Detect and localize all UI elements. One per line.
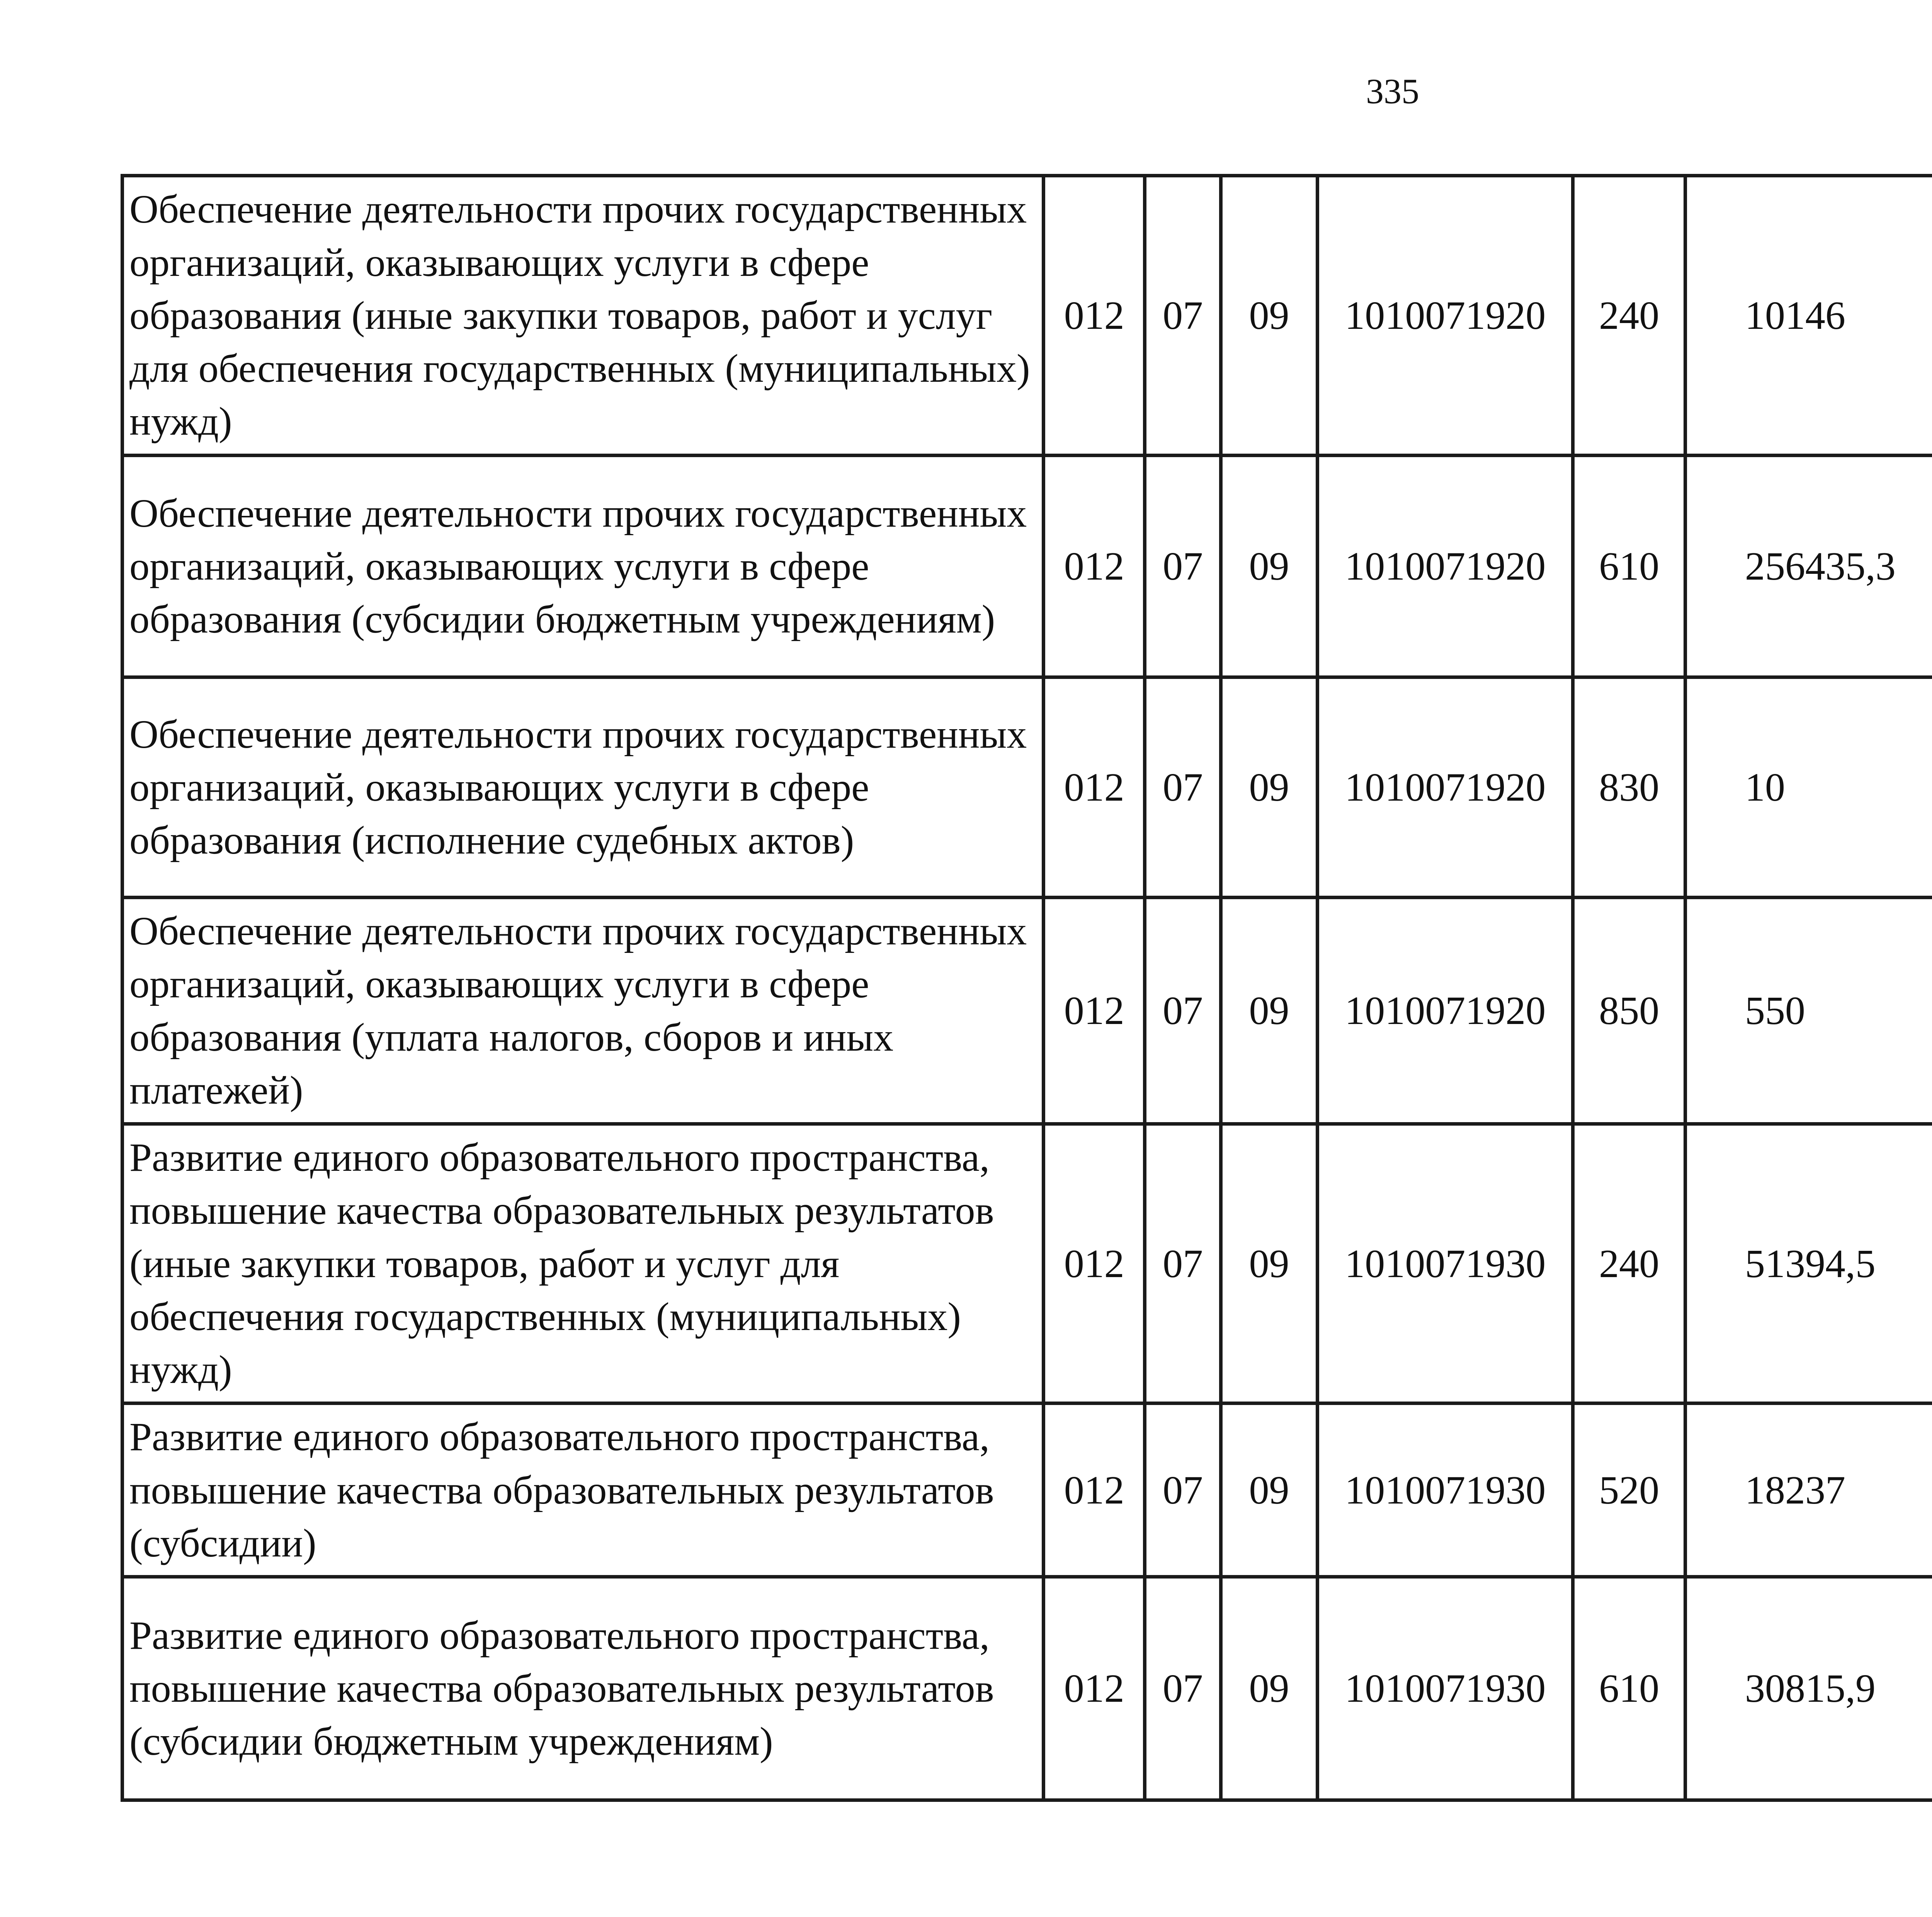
row-amount-1: 10	[1685, 677, 1932, 898]
row-description: Обеспечение деятельности прочих государственных организаций, оказывающих услуги в сфере образования (исполнение судебных актов)	[122, 677, 1044, 898]
row-section-code: 07	[1145, 1124, 1221, 1403]
row-ministry-code: 012	[1044, 1124, 1145, 1403]
row-expense-type: 610	[1573, 456, 1685, 677]
row-subsection-code: 09	[1221, 456, 1317, 677]
row-expense-type: 830	[1573, 677, 1685, 898]
row-description: Обеспечение деятельности прочих государственных организаций, оказывающих услуги в сфере образования (иные закупки товаров, работ и услуг для обеспечения государственных (муниципальных) нужд)	[122, 176, 1044, 456]
row-subsection-code: 09	[1221, 1577, 1317, 1800]
row-section-code: 07	[1145, 1403, 1221, 1577]
row-expense-type: 240	[1573, 1124, 1685, 1403]
page-number: 335	[1366, 71, 1419, 111]
row-subsection-code: 09	[1221, 677, 1317, 898]
row-expense-type: 850	[1573, 898, 1685, 1124]
row-section-code: 07	[1145, 898, 1221, 1124]
row-amount-1: 550	[1685, 898, 1932, 1124]
row-expense-type: 610	[1573, 1577, 1685, 1800]
row-target-article: 1010071930	[1318, 1403, 1573, 1577]
table-row	[122, 1577, 1932, 1800]
row-description: Развитие единого образовательного пространства, повышение качества образовательных результатов (субсидии)	[122, 1403, 1044, 1577]
row-ministry-code: 012	[1044, 1403, 1145, 1577]
row-subsection-code: 09	[1221, 176, 1317, 456]
row-subsection-code: 09	[1221, 898, 1317, 1124]
row-ministry-code: 012	[1044, 176, 1145, 456]
row-description: Развитие единого образовательного пространства, повышение качества образовательных результатов (субсидии бюджетным учреждениям)	[122, 1577, 1044, 1800]
row-amount-1: 256435,3	[1685, 456, 1932, 677]
table-row	[122, 1403, 1932, 1577]
table-row	[122, 898, 1932, 1124]
row-expense-type: 240	[1573, 176, 1685, 456]
row-target-article: 1010071920	[1318, 898, 1573, 1124]
row-ministry-code: 012	[1044, 456, 1145, 677]
row-amount-1: 51394,5	[1685, 1124, 1932, 1403]
row-section-code: 07	[1145, 677, 1221, 898]
table-row	[122, 1124, 1932, 1403]
row-subsection-code: 09	[1221, 1403, 1317, 1577]
row-amount-1: 18237	[1685, 1403, 1932, 1577]
row-section-code: 07	[1145, 1577, 1221, 1800]
row-ministry-code: 012	[1044, 1577, 1145, 1800]
row-target-article: 1010071930	[1318, 1577, 1573, 1800]
row-amount-1: 30815,9	[1685, 1577, 1932, 1800]
row-ministry-code: 012	[1044, 677, 1145, 898]
row-description: Обеспечение деятельности прочих государственных организаций, оказывающих услуги в сфере образования (субсидии бюджетным учреждениям)	[122, 456, 1044, 677]
row-section-code: 07	[1145, 176, 1221, 456]
row-target-article: 1010071920	[1318, 677, 1573, 898]
table-row	[122, 456, 1932, 677]
row-target-article: 1010071920	[1318, 176, 1573, 456]
row-section-code: 07	[1145, 456, 1221, 677]
row-description: Обеспечение деятельности прочих государственных организаций, оказывающих услуги в сфере образования (уплата налогов, сборов и иных платежей)	[122, 898, 1044, 1124]
row-expense-type: 520	[1573, 1403, 1685, 1577]
table-row	[122, 677, 1932, 898]
row-ministry-code: 012	[1044, 898, 1145, 1124]
row-target-article: 1010071930	[1318, 1124, 1573, 1403]
budget-table	[121, 174, 1932, 1802]
row-amount-1: 10146	[1685, 176, 1932, 456]
row-target-article: 1010071920	[1318, 456, 1573, 677]
table-row	[122, 176, 1932, 456]
row-description: Развитие единого образовательного пространства, повышение качества образовательных результатов (иные закупки товаров, работ и услуг для обеспечения государственных (муниципальных) нужд)	[122, 1124, 1044, 1403]
row-subsection-code: 09	[1221, 1124, 1317, 1403]
